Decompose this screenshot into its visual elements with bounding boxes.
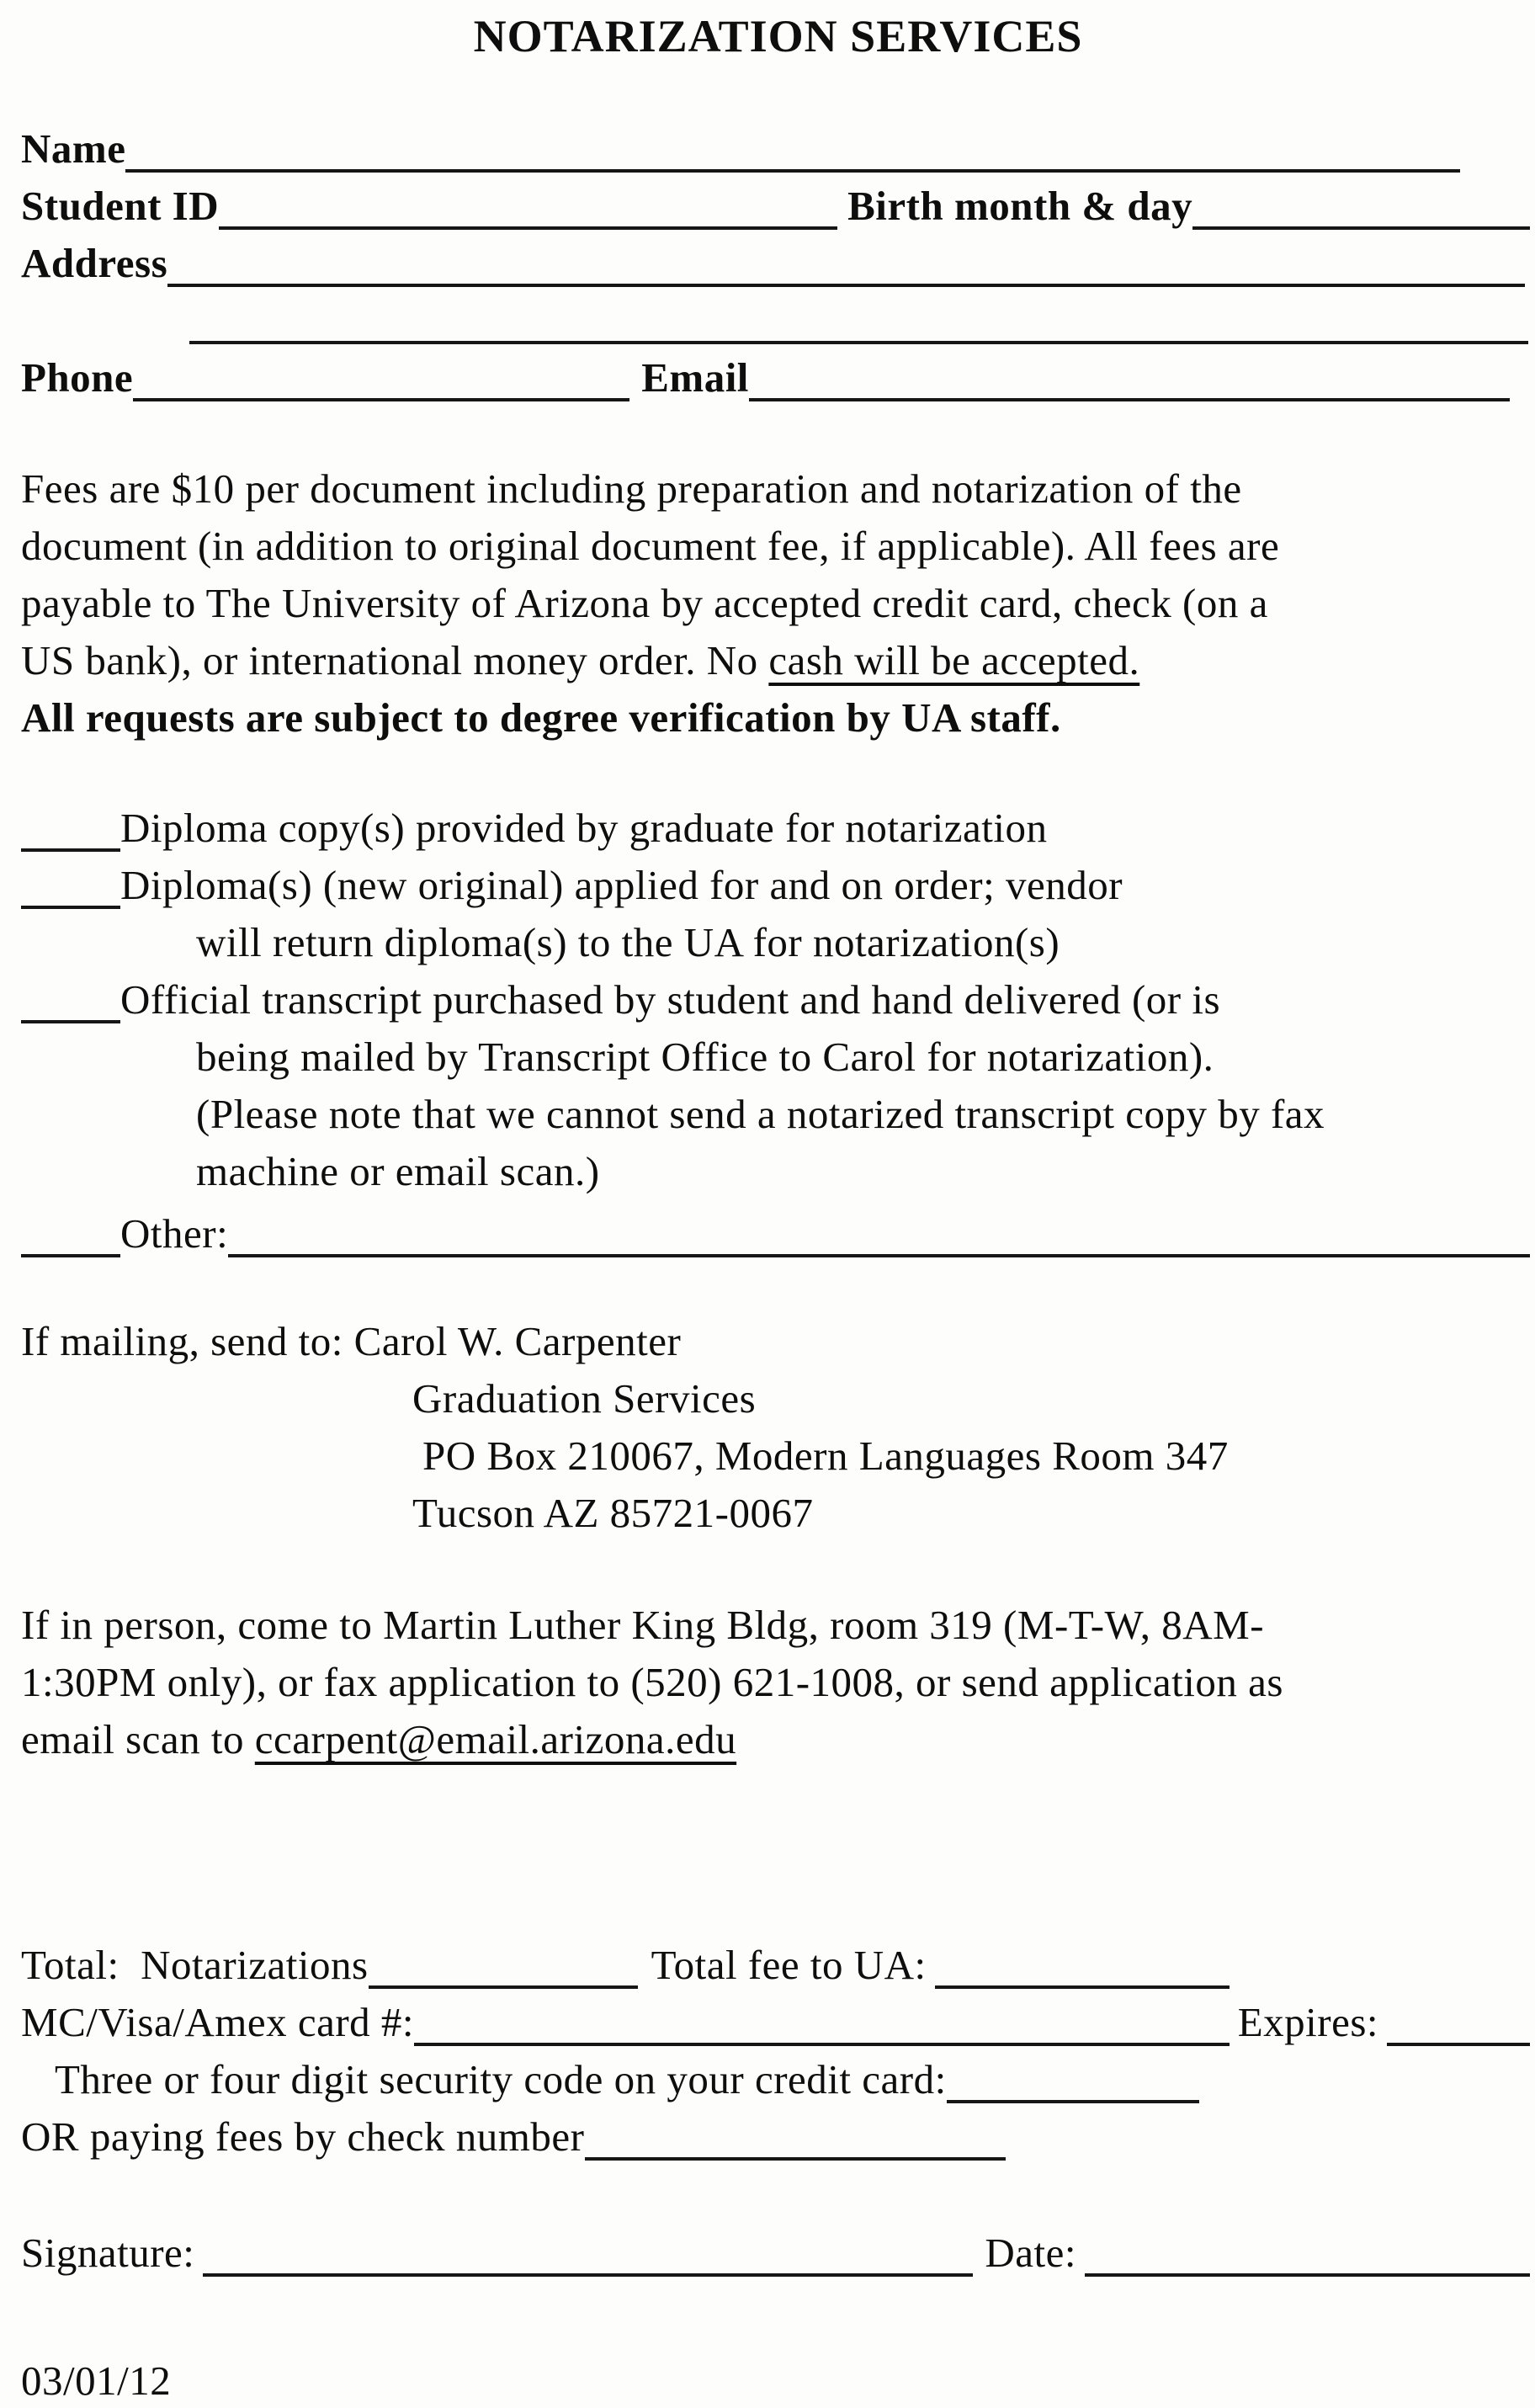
new-diploma-checkbox-line[interactable]	[21, 857, 120, 909]
birth-month-day-input-line[interactable]	[1192, 216, 1530, 230]
contact-fields-section	[21, 115, 1535, 401]
signature-input-line[interactable]	[203, 2263, 973, 2277]
total-fee-label: Total fee to UA:	[651, 1942, 927, 1988]
address-input-line-2[interactable]	[189, 331, 1528, 344]
diploma-copy-checkbox-line[interactable]	[21, 800, 120, 852]
totals-row	[21, 1932, 1535, 1989]
transcript-text-line-1: Official transcript purchased by student and hand delivered (or is	[120, 976, 1221, 1023]
signature-row	[21, 2219, 1535, 2277]
in-person-line-3	[21, 1711, 1535, 1768]
check-number-input-line[interactable]	[585, 2147, 1006, 2161]
address-label: Address	[21, 240, 168, 286]
other-label: Other:	[120, 1210, 229, 1257]
address-input-line[interactable]	[167, 274, 1525, 287]
checklist-item-transcript	[21, 971, 1535, 1200]
form-revision-date: 03/01/12	[21, 2358, 172, 2404]
card-number-row	[21, 1989, 1535, 2046]
expires-label: Expires:	[1237, 1999, 1378, 2045]
name-row	[21, 115, 1535, 173]
fees-line-1: Fees are $10 per document including preparation and notarization of the	[21, 465, 1242, 512]
checklist-item-diploma-copy	[21, 800, 1535, 857]
card-number-label: MC/Visa/Amex card #:	[21, 1999, 415, 2045]
fees-line-3: payable to The University of Arizona by accepted credit card, check (on a	[21, 580, 1268, 626]
checklist-item-new-diploma	[21, 857, 1535, 971]
signature-label: Signature:	[21, 2230, 195, 2276]
checklist-item-other	[21, 1200, 1535, 1257]
in-person-instructions	[21, 1597, 1535, 1768]
security-code-row	[21, 2046, 1535, 2103]
date-input-line[interactable]	[1085, 2263, 1530, 2277]
mailing-address-block	[21, 1313, 1535, 1542]
date-label: Date:	[985, 2230, 1077, 2276]
security-code-input-line[interactable]	[947, 2090, 1199, 2103]
email-label: Email	[641, 354, 749, 401]
check-number-row	[21, 2103, 1535, 2161]
phone-input-line[interactable]	[133, 388, 629, 401]
expires-input-line[interactable]	[1387, 2033, 1530, 2046]
form-title: NOTARIZATION SERVICES	[473, 11, 1083, 61]
no-cash-underlined-text: cash will be accepted.	[768, 637, 1140, 683]
check-number-label: OR paying fees by check number	[21, 2113, 585, 2160]
transcript-text-line-4: machine or email scan.)	[196, 1148, 600, 1194]
student-id-input-line[interactable]	[219, 216, 837, 230]
new-diploma-text-line-2: will return diploma(s) to the UA for notarization(s)	[196, 919, 1060, 965]
diploma-copy-text: Diploma copy(s) provided by graduate for notarization	[120, 805, 1048, 851]
in-person-line-3-pre: email scan to	[21, 1716, 255, 1762]
in-person-line-1: If in person, come to Martin Luther King Bldg, room 319 (M-T-W, 8AM-	[21, 1602, 1265, 1648]
address-row	[21, 230, 1535, 287]
mailing-line-2: Graduation Services	[412, 1375, 757, 1422]
transcript-checkbox-line[interactable]	[21, 971, 120, 1023]
other-input-line[interactable]	[228, 1244, 1530, 1257]
birth-month-day-label: Birth month & day	[847, 183, 1193, 229]
name-label: Name	[21, 125, 126, 172]
student-id-row	[21, 173, 1535, 230]
address-continuation-row	[189, 287, 1535, 344]
in-person-line-2: 1:30PM only), or fax application to (520) 621-1008, or send application as	[21, 1659, 1283, 1705]
total-notarizations-label: Total: Notarizations	[21, 1942, 369, 1988]
mailing-line-3: PO Box 210067, Modern Languages Room 347	[422, 1433, 1229, 1479]
contact-email-address: ccarpent@email.arizona.edu	[254, 1716, 737, 1762]
transcript-text-line-2: being mailed by Transcript Office to Carol for notarization).	[196, 1034, 1214, 1080]
fees-paragraph	[21, 460, 1535, 747]
fees-line-4	[21, 632, 1535, 689]
security-code-label: Three or four digit security code on your credit card:	[55, 2056, 947, 2102]
email-input-line[interactable]	[749, 388, 1510, 401]
card-number-input-line[interactable]	[414, 2033, 1230, 2046]
mailing-intro: If mailing, send to:	[21, 1318, 354, 1364]
payment-section	[21, 1932, 1535, 2161]
phone-label: Phone	[21, 354, 134, 401]
total-notarizations-input-line[interactable]	[369, 1975, 638, 1989]
request-type-checklist	[21, 800, 1535, 1257]
mailing-recipient-name: Carol W. Carpenter	[353, 1318, 682, 1364]
phone-email-row	[21, 344, 1535, 401]
degree-verification-note: All requests are subject to degree verification by UA staff.	[21, 694, 1061, 741]
name-input-line[interactable]	[125, 159, 1460, 173]
transcript-text-line-3: (Please note that we cannot send a notarized transcript copy by fax	[196, 1091, 1325, 1137]
mailing-line-4: Tucson AZ 85721-0067	[412, 1490, 814, 1536]
fees-line-2: document (in addition to original document fee, if applicable). All fees are	[21, 523, 1280, 569]
total-fee-input-line[interactable]	[935, 1975, 1230, 1989]
student-id-label: Student ID	[21, 183, 220, 229]
other-checkbox-line[interactable]	[21, 1244, 120, 1257]
new-diploma-text-line-1: Diploma(s) (new original) applied for and on order; vendor	[120, 862, 1123, 908]
mailing-line-1	[21, 1313, 1535, 1370]
fees-line-4-pre: US bank), or international money order. No	[21, 637, 769, 683]
